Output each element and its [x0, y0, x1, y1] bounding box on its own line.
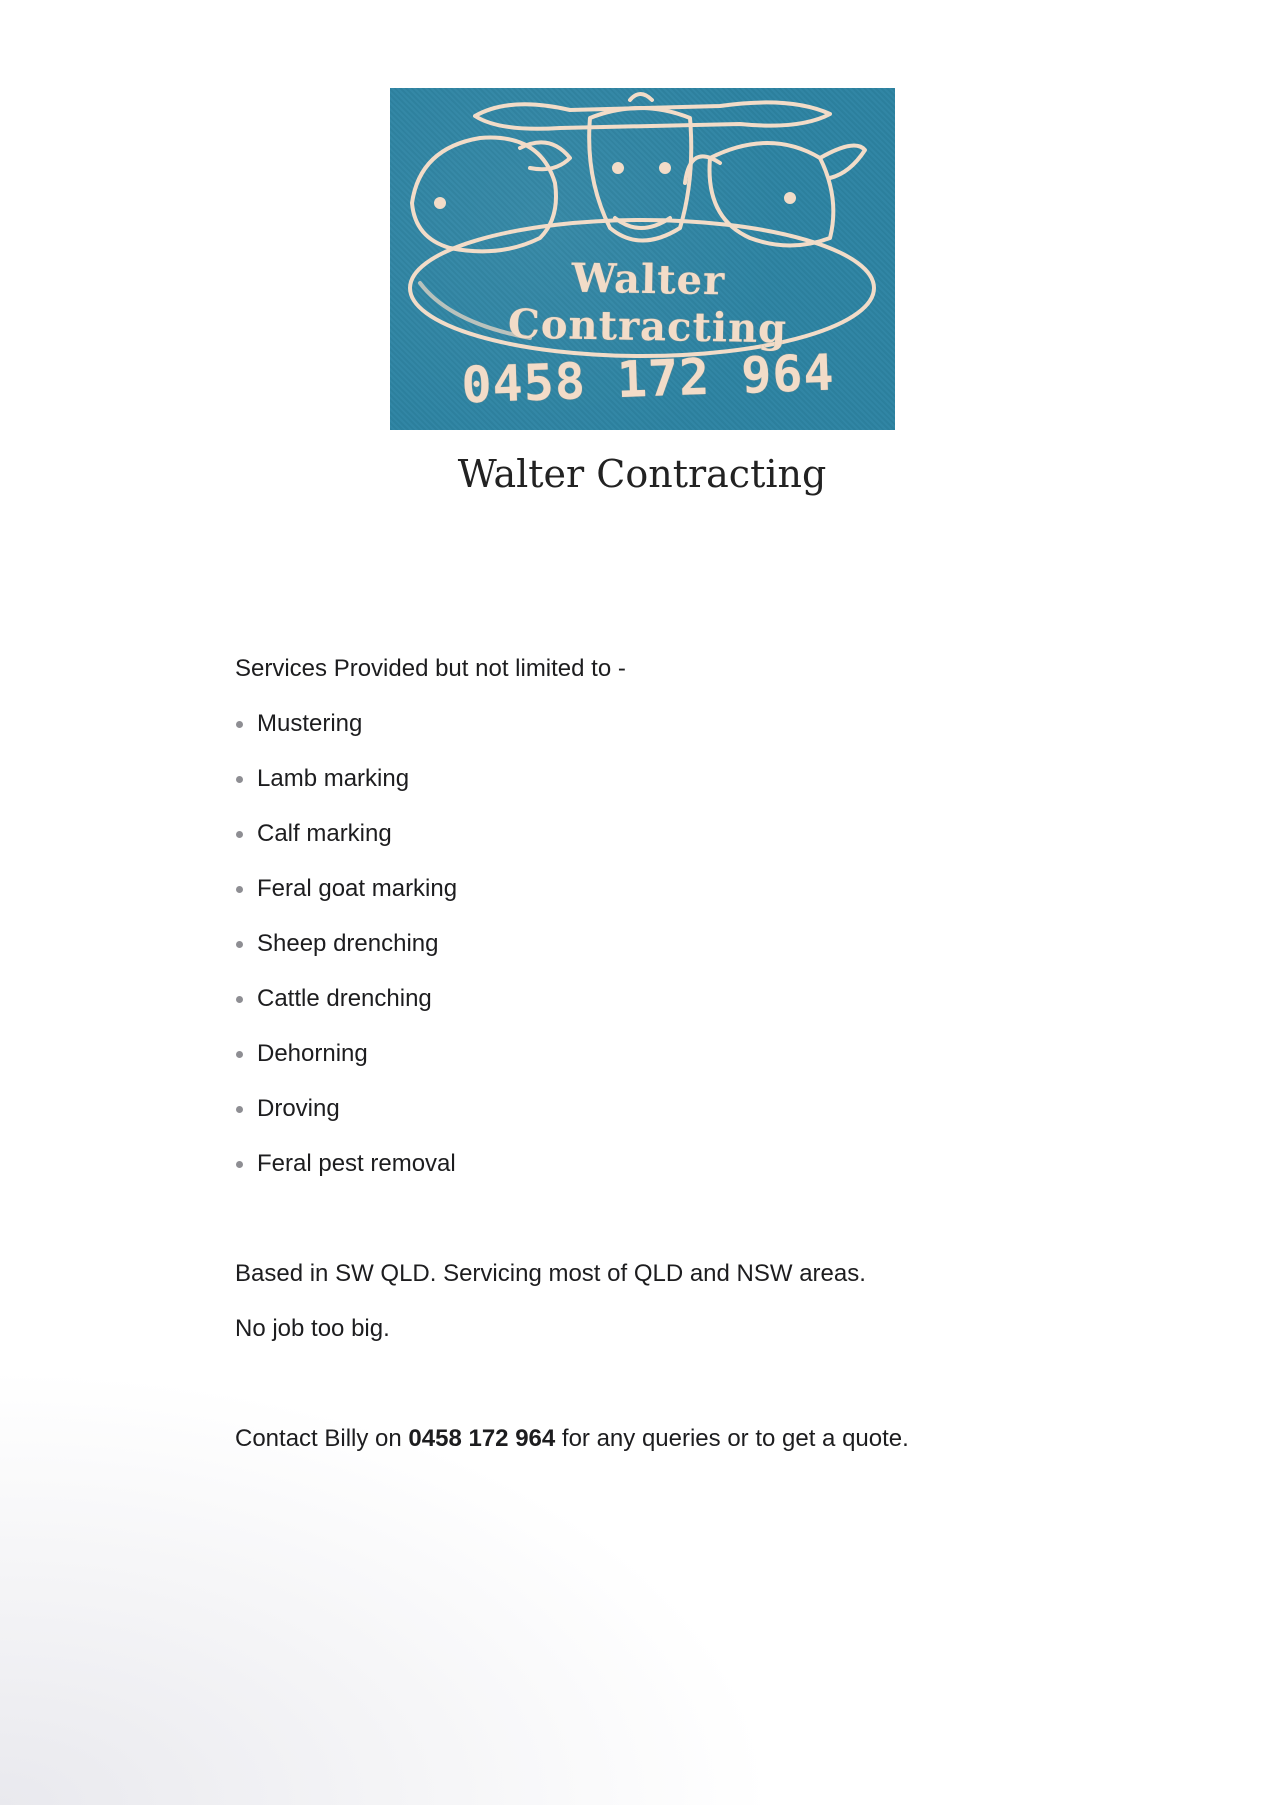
service-label: Feral goat marking [257, 875, 458, 902]
bullet-icon [236, 831, 243, 838]
service-label: Sheep drenching [257, 930, 439, 957]
list-item [235, 982, 1135, 1016]
page-title: Walter Contracting [457, 452, 827, 496]
logo-phone-number: 0458 172 964 [460, 343, 836, 415]
location-text: Based in SW QLD. Servicing most of QLD and NSW areas. [235, 1260, 866, 1287]
page-content [235, 652, 1135, 1456]
list-item [235, 927, 1135, 961]
slogan-text: No job too big. [235, 1315, 390, 1342]
bullet-icon [236, 886, 243, 893]
horns-outline [475, 102, 830, 128]
list-item [235, 1092, 1135, 1126]
sheep-outline [412, 138, 556, 252]
services-list [235, 707, 1135, 1181]
list-item [235, 872, 1135, 906]
service-label: Cattle drenching [257, 985, 432, 1012]
service-label: Mustering [257, 710, 363, 737]
service-label: Feral pest removal [257, 1150, 456, 1177]
service-label: Calf marking [257, 820, 392, 847]
bullet-icon [236, 721, 243, 728]
contact-phone-number: 0458 172 964 [408, 1425, 556, 1452]
contact-suffix: for any queries or to get a quote. [555, 1425, 909, 1452]
bullet-icon [236, 776, 243, 783]
bullet-icon [236, 1161, 243, 1168]
business-logo [390, 88, 895, 430]
list-item [235, 817, 1135, 851]
service-label: Dehorning [257, 1040, 368, 1067]
bullet-icon [236, 996, 243, 1003]
contact-text [235, 1422, 1135, 1456]
service-label: Lamb marking [257, 765, 410, 792]
bullet-icon [236, 1051, 243, 1058]
list-item [235, 762, 1135, 796]
bullet-icon [236, 1106, 243, 1113]
services-intro: Services Provided but not limited to - [235, 655, 626, 682]
list-item [235, 1037, 1135, 1071]
list-item [235, 707, 1135, 741]
service-label: Droving [257, 1095, 340, 1122]
bullet-icon [236, 941, 243, 948]
logo-business-name: Walter Contracting [507, 254, 788, 353]
contact-prefix: Contact Billy on [235, 1425, 409, 1452]
list-item [235, 1147, 1135, 1181]
